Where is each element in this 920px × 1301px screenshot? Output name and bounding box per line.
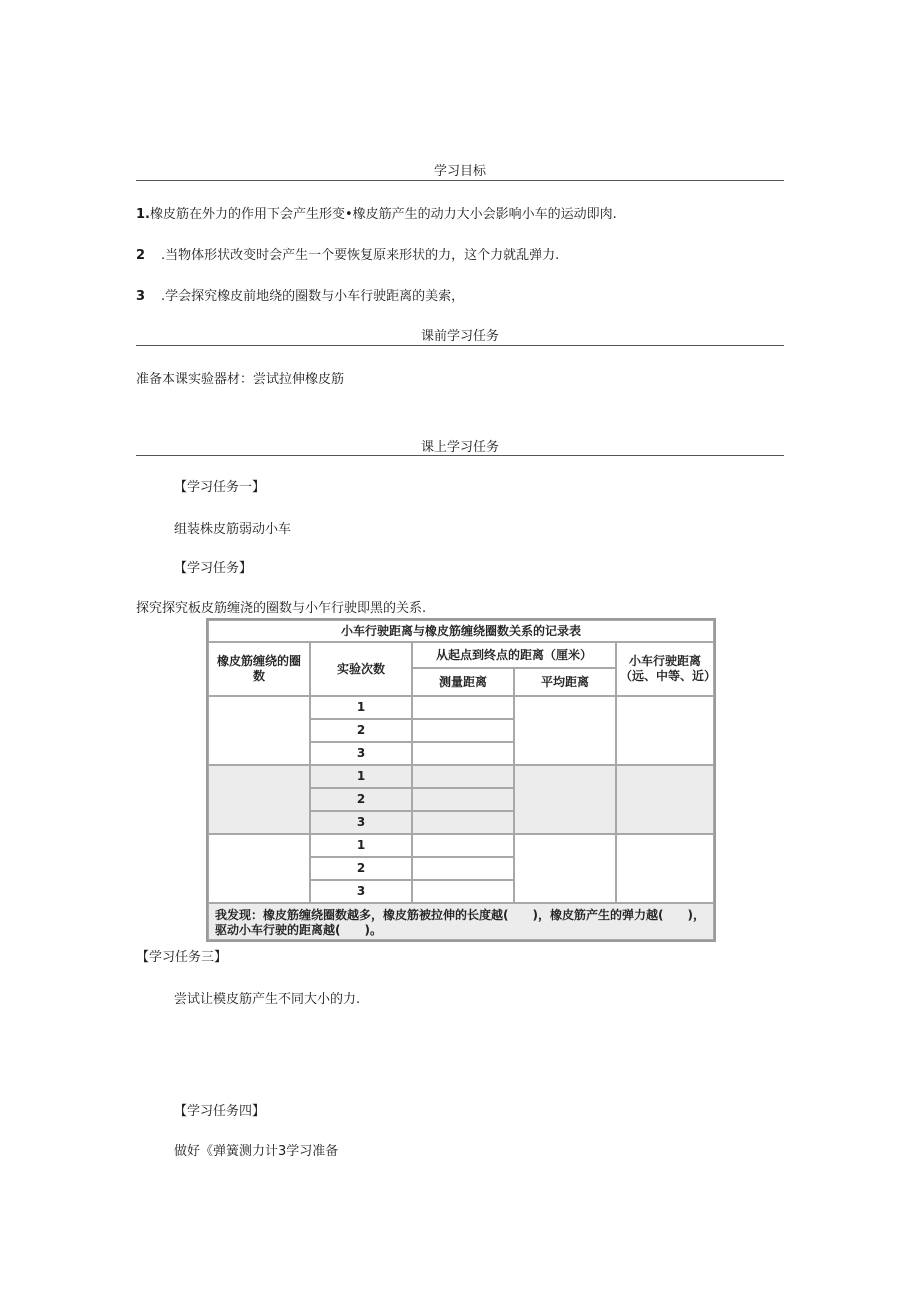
travel-cell bbox=[616, 765, 714, 834]
task2-text: 探究探究板皮筋缠浇的圈数与小乍行驶即黑的关系. bbox=[136, 601, 427, 616]
task2-label: 【学习任务】 bbox=[174, 561, 253, 576]
in-class-title: 课上学习任务 bbox=[420, 440, 499, 455]
pre-class-task: 准备本课实验器材：尝试拉伸橡皮筋 bbox=[136, 372, 345, 387]
goals-divider bbox=[136, 180, 784, 181]
trial-number: 1 bbox=[310, 696, 412, 719]
trial-number: 2 bbox=[310, 788, 412, 811]
measured-cell bbox=[412, 788, 514, 811]
goal-text: 橡皮筋在外力的作用下会产生形变•橡皮筋产生的动力大小会影响小车的运动即肉. bbox=[149, 207, 617, 222]
table-title: 小车行驶距离与橡皮筋缠绕圈数关系的记录表 bbox=[208, 620, 714, 642]
goal-number: 3 bbox=[136, 289, 146, 304]
travel-cell bbox=[616, 834, 714, 903]
measured-cell bbox=[412, 834, 514, 857]
task4-text: 做好《弹簧测力计3学习准备 bbox=[174, 1144, 339, 1159]
measured-cell bbox=[412, 696, 514, 719]
header-turns: 橡皮筋缠绕的圈数 bbox=[208, 642, 310, 696]
measured-cell bbox=[412, 880, 514, 903]
goal-text: .当物体形状改变时会产生一个要恢复原来形状的力，这个力就乱弹力. bbox=[161, 248, 560, 263]
trial-number: 2 bbox=[310, 719, 412, 742]
in-class-divider bbox=[136, 455, 784, 456]
average-cell bbox=[514, 765, 616, 834]
pre-class-title: 课前学习任务 bbox=[420, 329, 499, 344]
trial-number: 3 bbox=[310, 811, 412, 834]
header-measured: 测量距离 bbox=[412, 668, 514, 696]
average-cell bbox=[514, 696, 616, 765]
task1-label: 【学习任务一】 bbox=[174, 480, 266, 495]
goal-number: 2 bbox=[136, 248, 146, 263]
trial-number: 1 bbox=[310, 834, 412, 857]
task1-text: 组装株皮筋弱动小车 bbox=[174, 522, 292, 537]
trial-number: 1 bbox=[310, 765, 412, 788]
measured-cell bbox=[412, 765, 514, 788]
average-cell bbox=[514, 834, 616, 903]
header-distance-group: 从起点到终点的距离（厘米） bbox=[412, 642, 616, 668]
goal-number: 1. bbox=[136, 207, 150, 222]
goals-title: 学习目标 bbox=[433, 164, 486, 179]
goal-item-1 bbox=[136, 203, 617, 222]
pre-class-divider bbox=[136, 345, 784, 346]
header-travel: 小车行驶距离（远、中等、近） bbox=[616, 642, 714, 696]
trial-number: 2 bbox=[310, 857, 412, 880]
measured-cell bbox=[412, 811, 514, 834]
goal-item-2 bbox=[136, 244, 559, 263]
measured-cell bbox=[412, 719, 514, 742]
header-trials: 实验次数 bbox=[310, 642, 412, 696]
record-table bbox=[206, 618, 716, 942]
task3-text: 尝试让模皮筋产生不同大小的力. bbox=[174, 992, 361, 1007]
measured-cell bbox=[412, 857, 514, 880]
travel-cell bbox=[616, 696, 714, 765]
group-turns-cell bbox=[208, 834, 310, 903]
header-average: 平均距离 bbox=[514, 668, 616, 696]
trial-number: 3 bbox=[310, 742, 412, 765]
goal-text: .学会探究橡皮前地绕的圈数与小车行驶距离的美索， bbox=[161, 289, 465, 304]
task3-label: 【学习任务三】 bbox=[136, 950, 228, 965]
measured-cell bbox=[412, 742, 514, 765]
group-turns-cell bbox=[208, 696, 310, 765]
finding-row: 我发现：橡皮筋缠绕圈数越多，橡皮筋被拉伸的长度越( )，橡皮筋产生的弹力越( )，驱动小车行驶的距离越( )。 bbox=[208, 903, 714, 940]
goal-item-3 bbox=[136, 285, 464, 304]
trial-number: 3 bbox=[310, 880, 412, 903]
task4-label: 【学习任务四】 bbox=[174, 1104, 266, 1119]
group-turns-cell bbox=[208, 765, 310, 834]
